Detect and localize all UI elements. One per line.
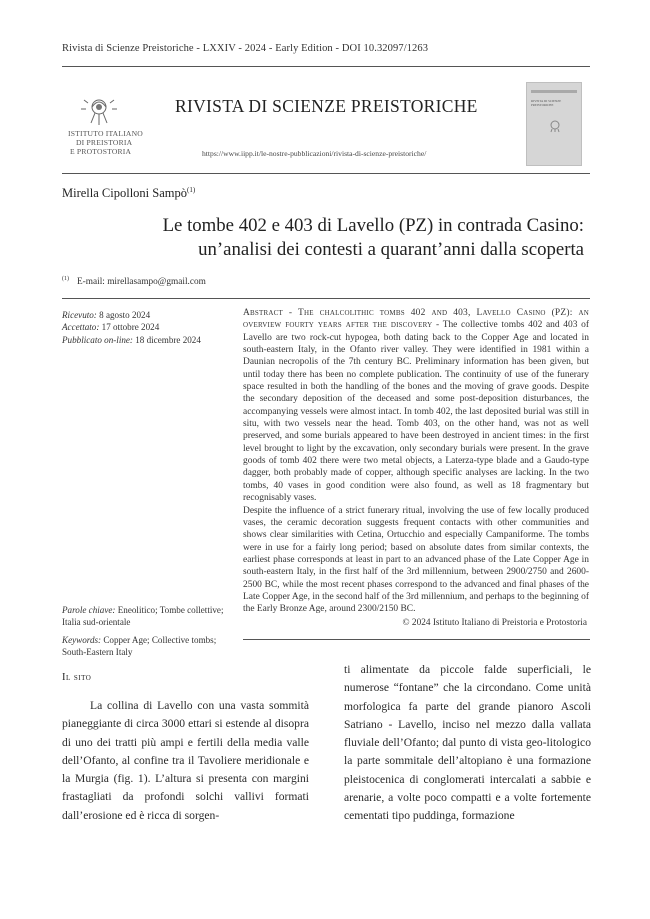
author-name (62, 186, 195, 201)
footnote-text: E-mail: mirellasampo@gmail.com (77, 277, 206, 287)
footnote-mark: (1) (62, 276, 69, 282)
date-accepted: Accettato: 17 ottobre 2024 (62, 322, 160, 333)
body-column-2 (344, 661, 591, 826)
keywords-english (62, 634, 228, 658)
date-published: Pubblicato on-line: 18 dicembre 2024 (62, 334, 201, 345)
copyright-notice: © 2024 Istituto Italiano di Preistoria e Protostoria (402, 618, 587, 628)
institute-line: E PROTOSTORIA (70, 147, 132, 156)
author-email-footnote (62, 276, 206, 287)
article-title-line-1: Le tombe 402 e 403 di Lavello (PZ) in contrada Casino: (162, 215, 584, 236)
cover-emblem-icon (549, 119, 561, 133)
keywords-italian-label: Parole chiave: (62, 605, 116, 615)
date-received: Ricevuto: 8 agosto 2024 (62, 310, 151, 320)
keywords-english-value: Copper Age; Collective tombs; South-Eastern Italy (62, 635, 217, 658)
journal-cover-thumbnail (526, 82, 582, 166)
author-name-text: Mirella Cipolloni Sampò (62, 186, 187, 200)
keywords-english-label: Keywords: (62, 635, 102, 645)
keywords-italian (62, 604, 228, 628)
abstract-text-1: - The collective tombs 402 and 403 of Lavello are two rock-cut hypogea, both dating back to the Copper Age and located in south-eastern Italy, in the Ofanto river valley. They were identified in 1981 within a Daunian necropolis of the 7th century BC. Preliminary information has been given, but until today there has been no complete publication. The continuity of use of the funerary space resulted in both the handling of the bones and the moving of grave goods. Despite the secondary deposition of the deceased and some post-deposition disturbances, the accompanying vessels were almost intact. In tomb 402, the last deposited burial was still in situ, with two vessels near the head. Tomb 403, on the other hand, was not as well preserved, and some burials appeared to have been destroyed in ancient times: in the first level brought to light by the excavation, only secondary burials were present. In the grave goods of tomb 402 there were two metal objects, a Laterza-type blade and a Gaudo-type dagger, both probably made of copper, although specific analyses are lacking. In the two tombs, 40 vases in good condition were also found, as well as 18 fragmentary but recognisably vases. (243, 320, 590, 504)
article-title-line-2: un’analisi dei contesti a quarant’anni dalla scoperta (198, 239, 584, 260)
article-title (163, 214, 584, 262)
section-heading: Il sito (62, 672, 92, 683)
abstract-paragraph-2: Despite the influence of a strict funerary ritual, involving the use of few locally produced vases, the ceramic decoration suggests frequent contacts with other communities and shows clear similarities with Cetina, Ortucchio and especially Campaniforme. The tombs were in use for a fairly long period; based on absolute dates from similar contexts, the earliest phase corresponds at least in part to an advanced phase of the Late Copper Age in south-eastern Italy, in the first half of the 3rd millennium, between 2900/2750 and 2600-2500 BC, while the most recent phases correspond to the advanced and final phases of the Late Copper Age, in the second half of the 3rd millennium, and perhaps to the beginning of the Early Bronze Age, around 2300/2150 BC. (243, 505, 589, 615)
abstract (243, 307, 589, 616)
keywords-italian-value: Eneolitico; Tombe collettive; Italia sud-orientale (62, 605, 224, 628)
running-head: Rivista di Scienze Preistoriche - LXXIV - 2024 - Early Edition - DOI 10.32097/1263 (62, 43, 429, 54)
abstract-end-rule (243, 639, 590, 640)
institute-line: ISTITUTO ITALIANO (68, 129, 143, 138)
header-rule-top (62, 66, 590, 67)
institute-line: DI PREISTORIA (76, 138, 133, 147)
cover-title: RIVISTA DI SCIENZE PREISTORICHE (531, 99, 562, 107)
publication-dates (62, 309, 201, 346)
institute-name (68, 129, 178, 156)
cover-band (531, 90, 577, 93)
body-paragraph: La collina di Lavello con una vasta sommità pianeggiante di circa 3000 ettari si estende al disopra di uno dei tratti più ampi e fertili della media valle dell’Ofanto, al confine tra il Tavoliere meridionale e la Murgia (fig. 1). L’altura si presenta con margini frastagliati da profondi solchi vallivi formati dall’erosione ed è ricca di sorgen- (62, 699, 309, 822)
journal-url[interactable]: https://www.iipp.it/le-nostre-pubblicazioni/rivista-di-scienze-preistoriche/ (202, 149, 427, 158)
abstract-label: Abstract (243, 308, 283, 318)
institute-logo-icon (74, 95, 124, 127)
body-column-1 (62, 697, 309, 825)
header-rule-bottom (62, 173, 590, 174)
abstract-rule (62, 298, 590, 299)
body-paragraph: ti alimentate da piccole falde superficiali, le numerose “fontane” che la circondano. Come unità morfologica fa parte del grande pianoro Ascoli Satriano - Lavello, inciso nel mezzo dalla vallata fluviale dell’Ofanto; dal punto di vista geo-litologico la parte sommitale dell’altopiano è una formazione pleistocenica di conglomerati intercalati a sabbie e arenarie, a volte poco compatti e a volte fortemente cementati tipo puddinga, formazione (344, 663, 591, 823)
journal-title: RIVISTA DI SCIENZE PREISTORICHE (175, 96, 478, 116)
author-note-mark: (1) (187, 186, 196, 194)
abstract-paragraph-1 (243, 307, 589, 505)
abstract-english-title: - The chalcolithic tombs 402 and 403, Lavello Casino (PZ): an overview fourty years after the discovery (243, 308, 589, 331)
